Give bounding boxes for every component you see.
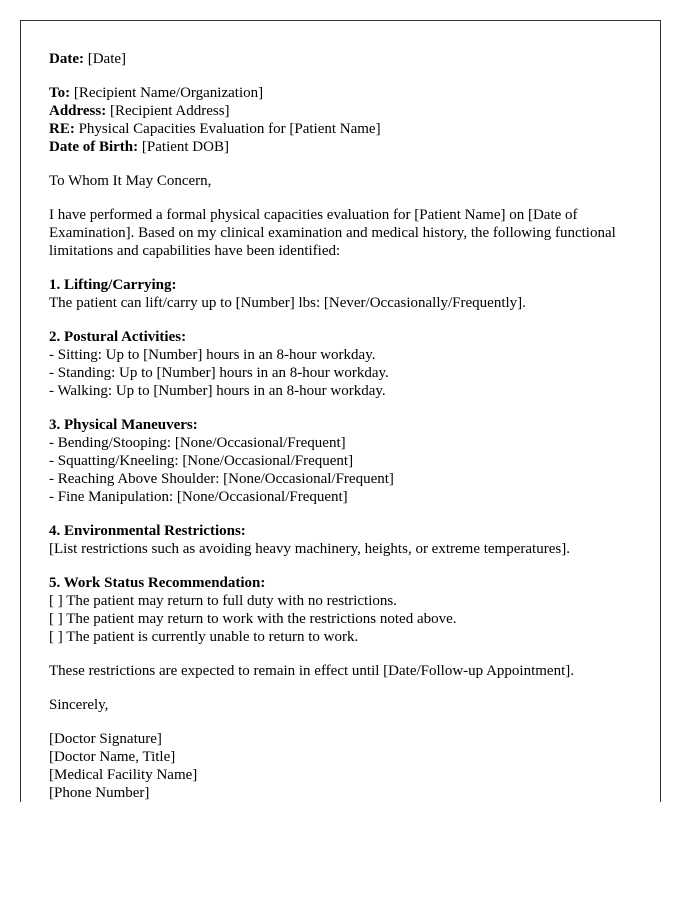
section-line: The patient can lift/carry up to [Number] lbs: [Never/Occasionally/Frequently]. (49, 295, 526, 311)
re-label: RE: (49, 121, 75, 137)
section-line: - Bending/Stooping: [None/Occasional/Frequent] (49, 435, 346, 451)
section-title: 1. Lifting/Carrying: (49, 277, 177, 293)
section-line: [List restrictions such as avoiding heavy machinery, heights, or extreme temperatures]. (49, 541, 570, 557)
section-line: - Sitting: Up to [Number] hours in an 8-hour workday. (49, 347, 376, 363)
doctor-name-line: [Doctor Name, Title] (49, 749, 176, 765)
section-title: 5. Work Status Recommendation: (49, 575, 266, 591)
signature-line: [Doctor Signature] (49, 731, 162, 747)
section-line: [ ] The patient may return to full duty with no restrictions. (49, 593, 397, 609)
section-line: [ ] The patient may return to work with the restrictions noted above. (49, 611, 457, 627)
sections (49, 276, 632, 646)
dob-value: [Patient DOB] (141, 139, 229, 155)
section-line: - Fine Manipulation: [None/Occasional/Frequent] (49, 489, 348, 505)
closing: Sincerely, (49, 697, 109, 713)
facility-line: [Medical Facility Name] (49, 767, 198, 783)
section (49, 574, 632, 646)
address-label: Address: (49, 103, 107, 119)
to-value: [Recipient Name/Organization] (73, 85, 264, 101)
duration-paragraph: These restrictions are expected to remain in effect until [Date/Follow-up Appointment]. (49, 663, 574, 679)
letter-page (20, 20, 661, 802)
section-line: [ ] The patient is currently unable to return to work. (49, 629, 359, 645)
section-title: 4. Environmental Restrictions: (49, 523, 246, 539)
section-title: 2. Postural Activities: (49, 329, 187, 345)
section-line: - Reaching Above Shoulder: [None/Occasional/Frequent] (49, 471, 394, 487)
section-line: - Squatting/Kneeling: [None/Occasional/Frequent] (49, 453, 354, 469)
salutation: To Whom It May Concern, (49, 173, 212, 189)
address-value: [Recipient Address] (109, 103, 230, 119)
date-value: [Date] (87, 51, 127, 67)
to-label: To: (49, 85, 71, 101)
signature-block (49, 730, 632, 802)
section (49, 416, 632, 506)
section (49, 328, 632, 400)
date-line (49, 50, 632, 68)
re-value: Physical Capacities Evaluation for [Patient Name] (78, 121, 381, 137)
date-label: Date: (49, 51, 84, 67)
section-line: - Walking: Up to [Number] hours in an 8-hour workday. (49, 383, 386, 399)
letter-body (21, 21, 660, 802)
recipient-block (49, 84, 632, 156)
intro-paragraph: I have performed a formal physical capacities evaluation for [Patient Name] on [Date of Examination]. Based on my clinical examination and medical history, the following functional limitations and capabilities have been identified: (49, 207, 616, 259)
section (49, 276, 632, 312)
phone-line: [Phone Number] (49, 785, 150, 801)
section-line: - Standing: Up to [Number] hours in an 8-hour workday. (49, 365, 389, 381)
section (49, 522, 632, 558)
dob-label: Date of Birth: (49, 139, 139, 155)
section-title: 3. Physical Maneuvers: (49, 417, 198, 433)
